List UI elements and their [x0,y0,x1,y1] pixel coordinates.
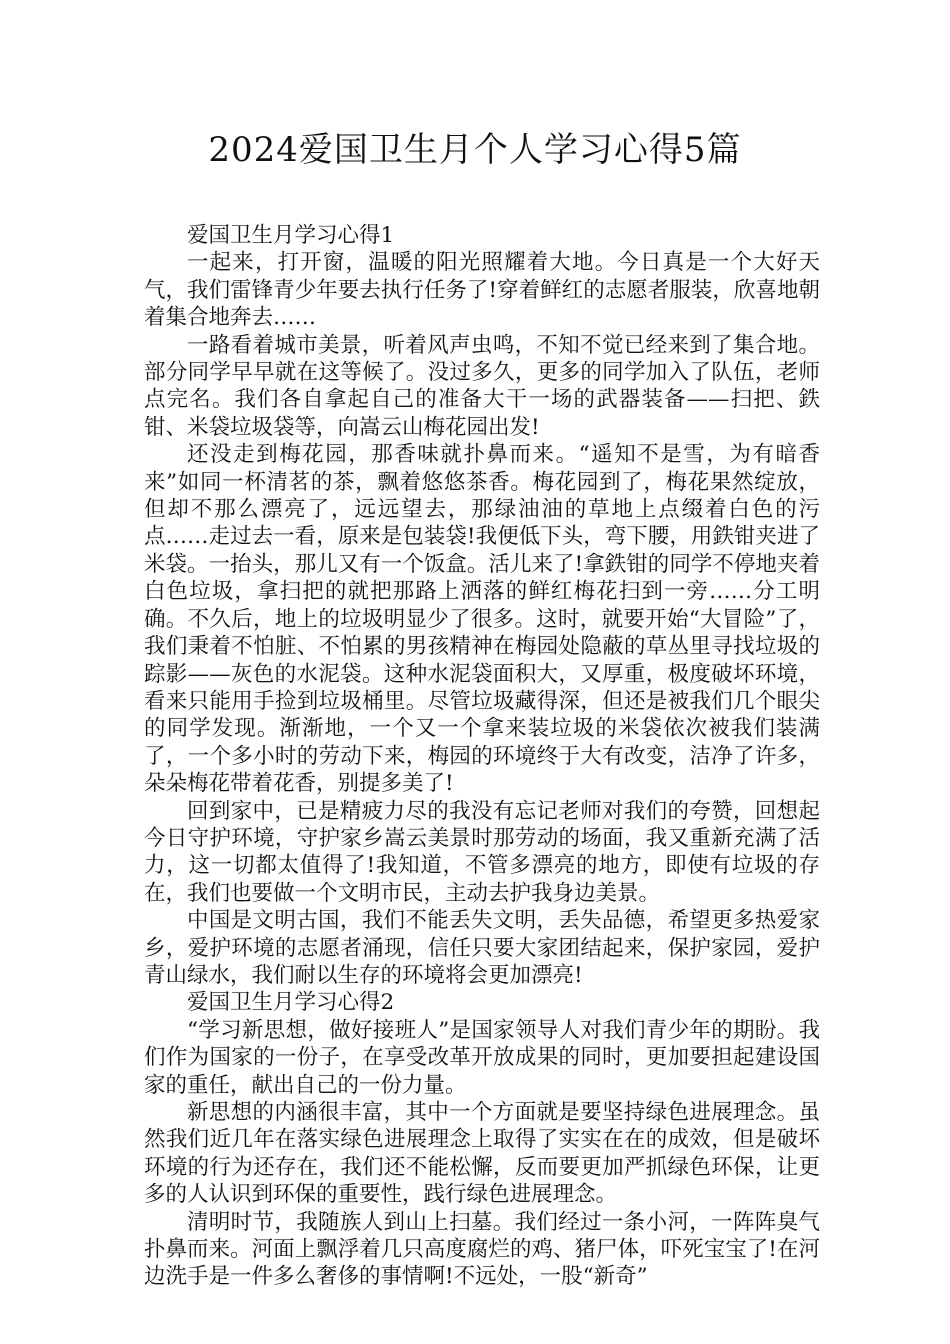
body-paragraph: “学习新思想，做好接班人”是国家领导人对我们青少年的期盼。我们作为国家的一份子，在享受改革开放成果的同时，更加要担起建设国家的重任，献出自己的一份力量。 [144,1017,820,1098]
body-paragraph: 新思想的内涵很丰富，其中一个方面就是要坚持绿色进展理念。虽然我们近几年在落实绿色进展理念上取得了实实在在的成效，但是破坏环境的行为还存在，我们还不能松懈，反而要更加严抓绿色环保，让更多的人认识到环保的重要性，践行绿色进展理念。 [144,1100,820,1208]
body-paragraph: 一起来，打开窗，温暖的阳光照耀着大地。今日真是一个大好天气，我们雷锋青少年要去执行任务了!穿着鲜红的志愿者服装，欣喜地朝着集合地奔去…… [144,250,820,331]
document-body [144,222,820,1291]
body-paragraph: 还没走到梅花园，那香味就扑鼻而来。“遥知不是雪，为有暗香来”如同一杯清茗的茶，飘着悠悠茶香。梅花园到了，梅花果然绽放，但却不那么漂亮了，远远望去，那绿油油的草地上点缀着白色的污点……走过去一看，原来是包装袋!我便低下头，弯下腰，用鉄钳夹进了米袋。一抬头，那儿又有一个饭盒。活儿来了!拿鉄钳的同学不停地夹着白色垃圾，拿扫把的就把那路上洒落的鲜红梅花扫到一旁……分工明确。不久后，地上的垃圾明显少了很多。这时，就要开始“大冒险”了，我们秉着不怕脏、不怕累的男孩精神在梅园处隐蔽的草丛里寻找垃圾的踪影——灰色的水泥袋。这种水泥袋面积大，又厚重，极度破坏环境，看来只能用手捡到垃圾桶里。尽管垃圾藏得深，但还是被我们几个眼尖的同学发现。渐渐地，一个又一个拿来装垃圾的米袋依次被我们装满了，一个多小时的劳动下来，梅园的环境终于大有改变，洁净了许多，朵朵梅花带着花香，别提多美了! [144,442,820,797]
section-heading: 爱国卫生月学习心得2 [187,990,395,1016]
body-paragraph: 清明时节，我随族人到山上扫墓。我们经过一条小河，一阵阵臭气扑鼻而来。河面上飘浮着几只高度腐烂的鸡、猪尸体，吓死宝宝了!在河边洗手是一件多么奢侈的事情啊!不远处，一股“新奇” [144,1209,820,1290]
body-paragraph: 回到家中，已是精疲力尽的我没有忘记老师对我们的夸赞，回想起今日守护环境，守护家乡嵩云美景时那劳动的场面，我又重新充满了活力，这一切都太值得了!我知道，不管多漂亮的地方，即使有垃圾的存在，我们也要做一个文明市民，主动去护我身边美景。 [144,798,820,906]
body-paragraph: 中国是文明古国，我们不能丢失文明，丢失品德，希望更多热爱家乡，爱护环境的志愿者涌现，信任只要大家团结起来，保护家园，爱护青山绿水，我们耐以生存的环境将会更加漂亮! [144,908,820,988]
document-title: 2024爱国卫生月个人学习心得5篇 [208,130,742,170]
section-heading: 爱国卫生月学习心得1 [187,223,395,248]
body-paragraph: 一路看着城市美景，听着风声虫鸣，不知不觉已经来到了集合地。部分同学早早就在这等候了。没过多久，更多的同学加入了队伍，老师点完名。我们各自拿起自己的准备大干一场的武器装备——扫把、鉄钳、米袋垃圾袋等，向嵩云山梅花园出发! [144,332,820,440]
